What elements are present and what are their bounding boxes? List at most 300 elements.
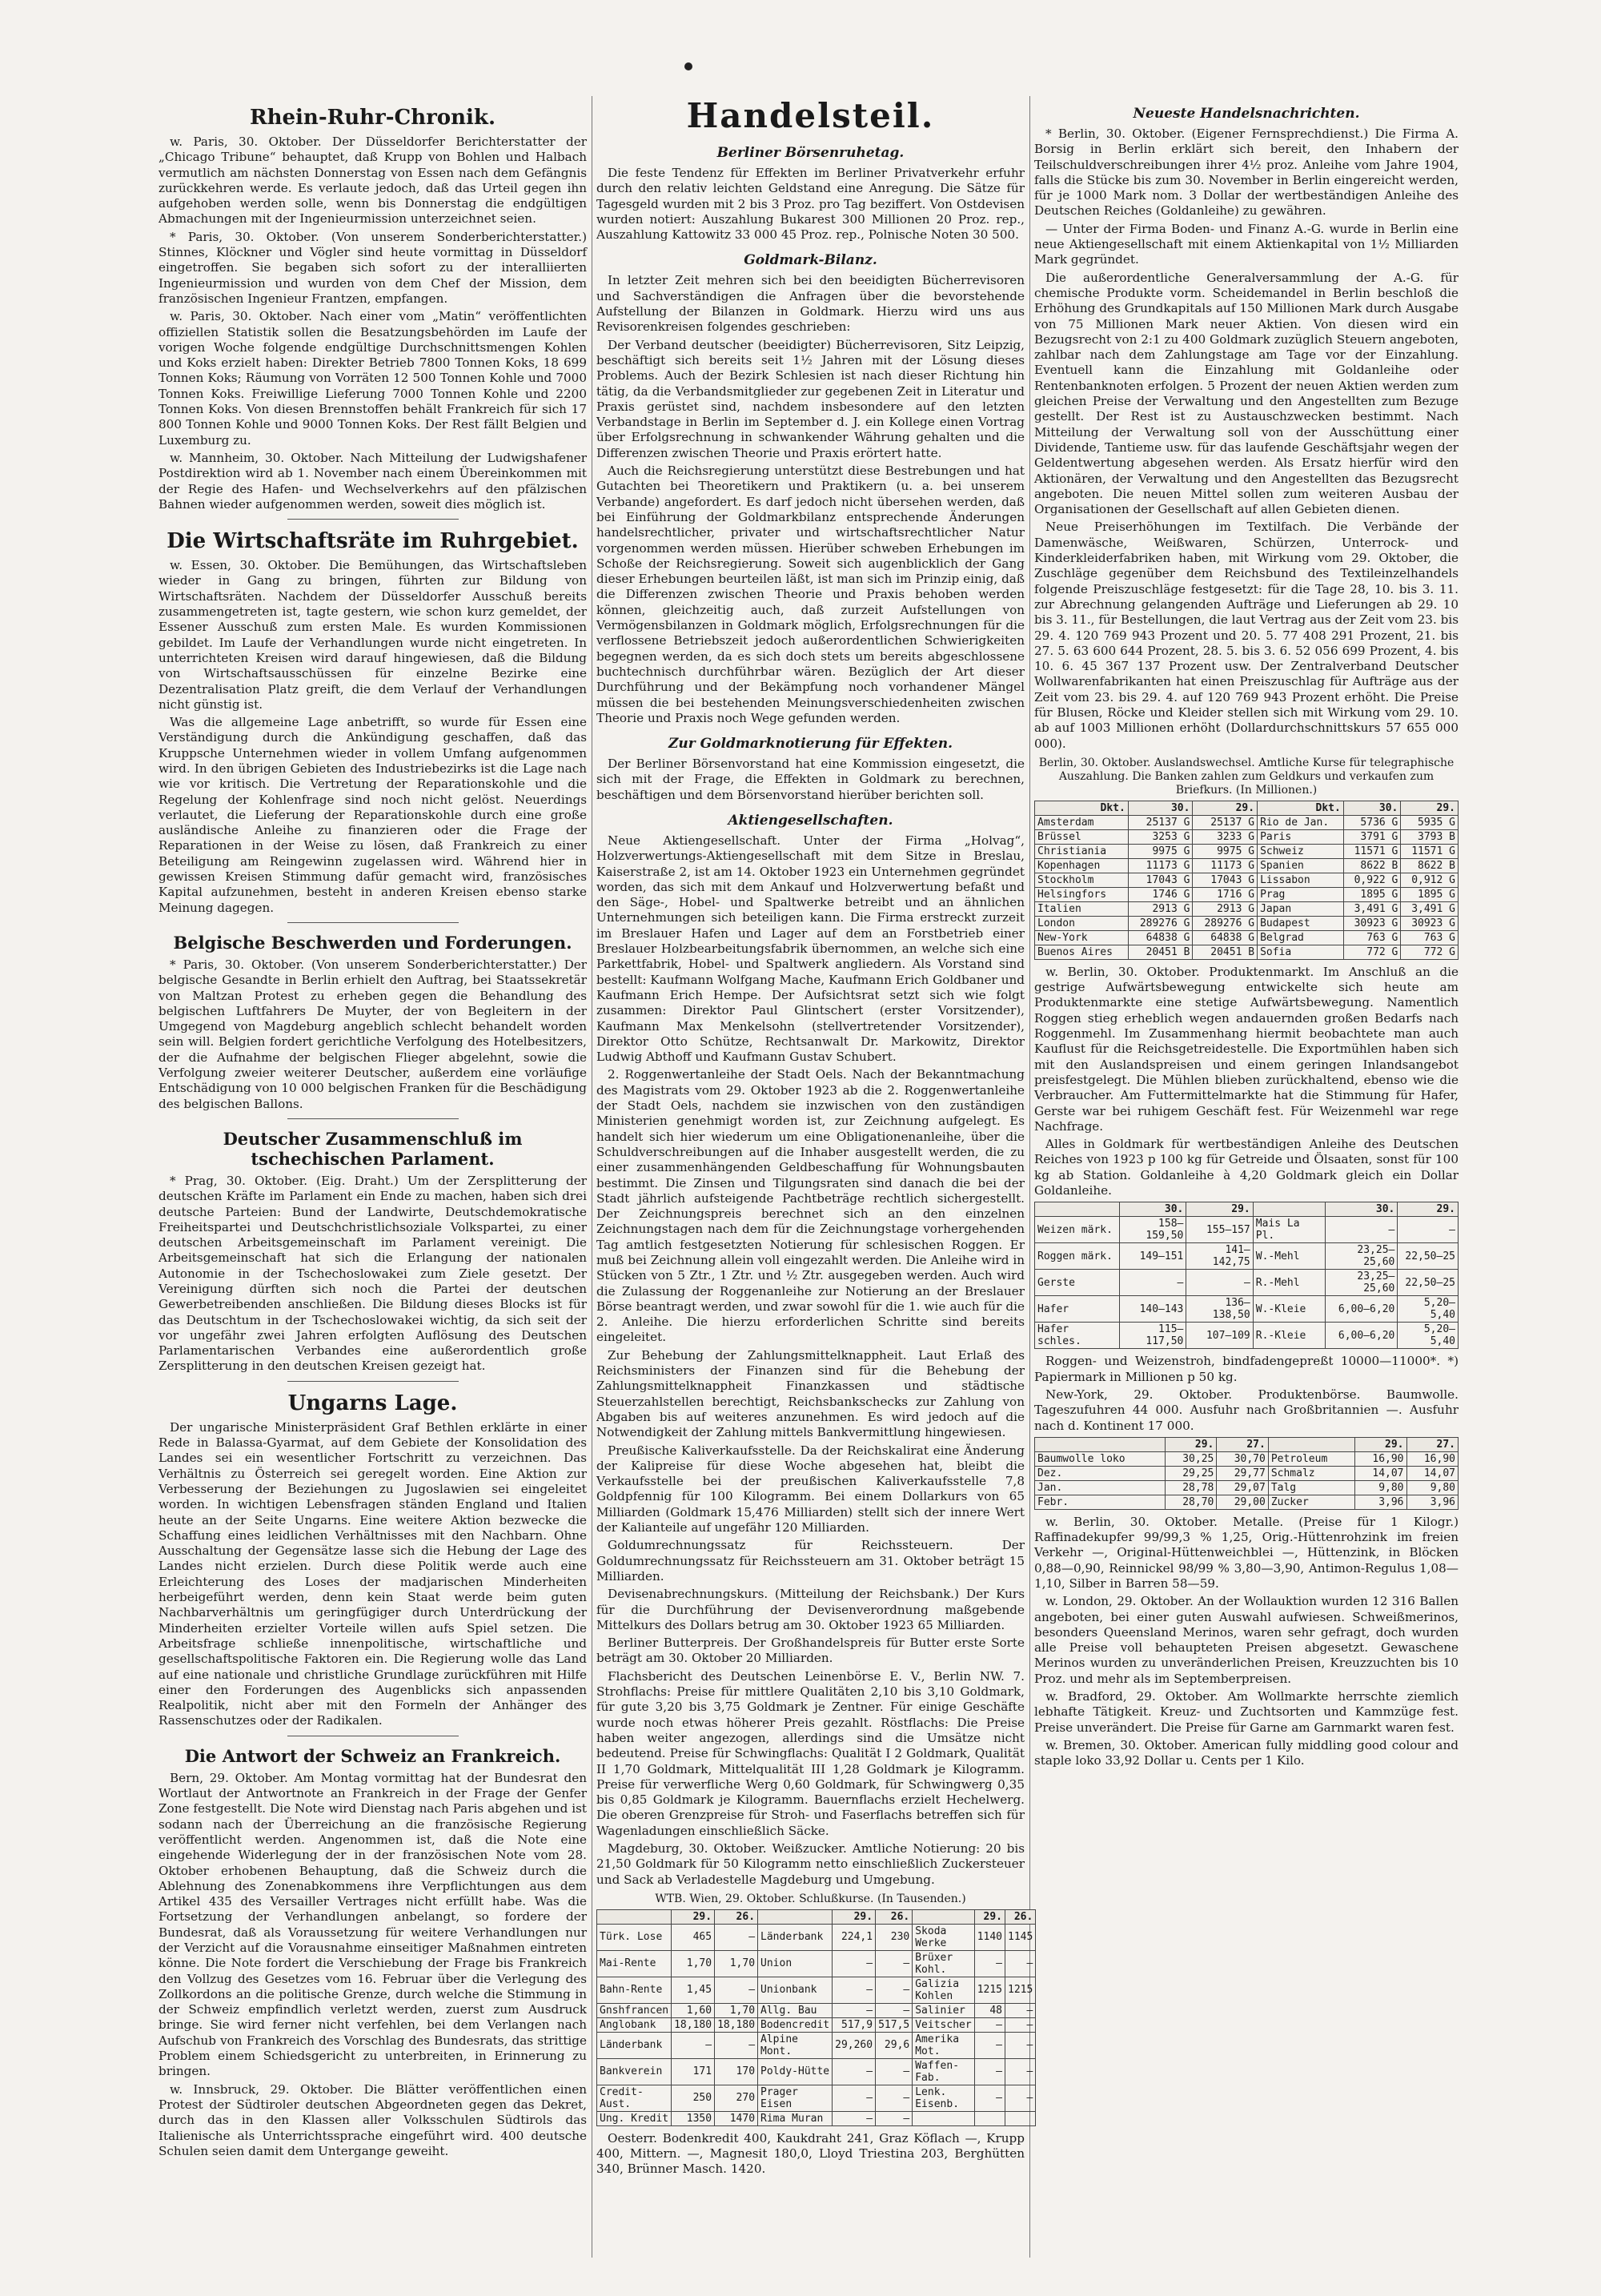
paragraph: w. Bradford, 29. Oktober. Am Wollmarkte herrschte ziemlich lebhafte Tätigkeit. Kreuz- und Zuchtsorten und Kammzüge fest. Preise unverändert. Die Preise für Garne am Garnmarkt waren fest. — [1034, 1689, 1459, 1735]
table-cell: — — [974, 2085, 1005, 2111]
divider — [287, 1118, 459, 1119]
table-header-row — [1035, 1202, 1459, 1217]
table-cell: 5,20—5,40 — [1398, 1296, 1459, 1323]
table-cell: Belgrad — [1258, 930, 1344, 945]
table-row — [1035, 1451, 1459, 1466]
paragraph: Magdeburg, 30. Oktober. Weißzucker. Amtliche Notierung: 20 bis 21,50 Goldmark für 50 Kilogramm netto einschließlich Zuckersteuer und Sack ab Verladestelle Magdeburg und Umgebung. — [596, 1840, 1025, 1887]
table-cell: Dez. — [1035, 1466, 1166, 1480]
table-cell: Schmalz — [1268, 1466, 1354, 1480]
column-header: 29. — [1398, 1202, 1459, 1217]
newyork-table — [1034, 1437, 1459, 1510]
table-cell: 465 — [672, 1924, 715, 1950]
table-row — [597, 2003, 1036, 2017]
table-cell — [974, 2111, 1005, 2125]
table-cell: 1215 — [1005, 1977, 1036, 2003]
column-header: 27. — [1406, 1437, 1458, 1451]
table-cell: 5736 G — [1343, 815, 1401, 829]
paragraph: Was die allgemeine Lage anbetrifft, so wurde für Essen eine Verständigung durch die Ankündigung geschaffen, daß das Kruppsche Unternehmen wieder in vollem Umfang aufgenommen wird. In den übrigen Gebieten des Industriebezirks ist die Lage nach wie vor kritisch. Die Vertretung der Reparationskohle und die Regelung der Kohlenfrage sind noch nicht gelöst. Neuerdings verlautet, die Lieferung der Reparationskohle durch eine große ausländische Anleihe zu finanzieren oder die Frage der Reparationen in der Weise zu lösen, daß Frankreich zu einer Beteiligung am Reingewinn zugelassen wird. Während hier in gewissen Kreisen Stimmung dafür gemacht wird, französisches Kapital aufzunehmen, besteht in anderen Kreisen ebenso starke Meinung dagegen. — [158, 715, 587, 915]
table-cell: — — [833, 2058, 876, 2085]
table-cell: 30923 G — [1401, 916, 1459, 930]
table-header-row — [1035, 1437, 1459, 1451]
table-cell: Prager Eisen — [758, 2085, 833, 2111]
table-cell: 23,25—25,60 — [1326, 1243, 1398, 1270]
paragraph: Devisenabrechnungskurs. (Mitteilung der Reichsbank.) Der Kurs für die Durchführung der Devisenverordnung maßgebende Mittelkurs des Dollars betrug am 30. Oktober 1923 65 Milliarden. — [596, 1587, 1025, 1632]
table-cell: 64838 G — [1128, 930, 1193, 945]
heading-ungarns-lage: Ungarns Lage. — [287, 1391, 458, 1415]
table-row — [597, 1924, 1036, 1950]
paragraph: Der ungarische Ministerpräsident Graf Bethlen erklärte in einer Rede in Balassa-Gyarmat, auf dem Gebiete der Konsolidation des Landes sei ein wesentlicher Fortschritt zu verzeichnen. Das Verhältnis zu Österreich sei geregelt worden. Eine Aktion zur Verbesserung der Beziehungen zu Jugoslawien sei eingeleitet worden. In wichtigen Lebensfragen ständen England und Italien heute an der Seite Ungarns. Eine weitere Aktion bezwecke die Schaffung eines leidlichen Verhältnisses mit den Nachbarn. Ohne Ausschaltung der Gegensätze lasse sich die Hebung der Lage des Landes nicht erzielen. Durch diese Politik werde auch eine Erleichterung des Loses der madjarischen Minderheiten herbeigeführt werden, denn kein Staat werde beim guten Nachbarverhältnis um geringfügiger durch Unterdrückung der Minderheiten erzielter Vorteile willen aufs Spiel setzen. Die Arbeitsfrage schließe innenpolitische, wirtschaftliche und gesellschaftspolitische Faktoren ein. Die Regierung wolle das Land auf eine nationale und christliche Grundlage zurückführen mit Hilfe einer den Forderungen des Augenblicks sich anpassenden Realpolitik, nicht aber mit den Formeln der Anhänger des Rassenschutzes oder der Radikalen. — [158, 1419, 587, 1728]
table-cell: 1,60 — [672, 2003, 715, 2017]
table-cell: — — [833, 1977, 876, 2003]
table-cell: 22,50—25 — [1398, 1243, 1459, 1270]
table-cell: Poldy-Hütte — [758, 2058, 833, 2085]
table-cell: Febr. — [1035, 1495, 1166, 1509]
column-header: 29. — [1165, 1437, 1216, 1451]
table-cell: W.-Mehl — [1253, 1243, 1325, 1270]
column-header: 26. — [876, 1909, 913, 1924]
table-cell: — — [1005, 2058, 1036, 2085]
table-cell: 3233 G — [1193, 829, 1258, 844]
table-cell: Baumwolle loko — [1035, 1451, 1166, 1466]
paragraph: Der Berliner Börsenvorstand hat eine Kommission eingesetzt, die sich mit der Frage, die Effekten in Goldmark zu berechnen, beschäftigen und dem Börsenvorstand hierüber berichten soll. — [596, 757, 1025, 802]
table-cell: 8622 B — [1401, 858, 1459, 873]
table-cell: 18,180 — [672, 2017, 715, 2032]
column-header: Dkt. — [1258, 801, 1344, 815]
table-row — [1035, 1296, 1459, 1323]
table-cell: Talg — [1268, 1480, 1354, 1495]
paragraph: 2. Roggenwertanleihe der Stadt Oels. Nach der Bekanntmachung des Magistrats vom 29. Oktober 1923 ab die 2. Roggenwertanleihe der Stadt Oels, nachdem sie inzwischen von den zuständigen Ministerien genehmigt worden ist, zur Zeichnung aufgelegt. Es handelt sich hier wiederum um eine Obligationenanleihe, über die Schuldverschreibungen auf die Inhaber ausgestellt werden, die zu einer zusammenhängenden Geldbeschaffung für Wohnungsbauten bestimmt. Die Zinsen und Tilgungsraten sind danach die bei der Stadt jährlich aufsteigende Pachtbeträge rechtlich sichergestellt. Der Zeichnungspreis berechnet sich an den einzelnen Zeichnungstagen nach dem für die Zeichnungstage vorhergehenden Tag amtlich festgesetzten Notierung für schlesischen Roggen. Er muß bei Zeichnung allein voll eingezahlt werden. Die Anleihe wird in Stücken von 5 Ztr., 1 Ztr. und ½ Ztr. ausgegeben werden. Auch wird die Zulassung der Roggenanleihe zur Notierung an der Breslauer Börse beantragt werden, und zwar sowohl für die 1. wie auch für die 2. Anleihe. Die hierzu erforderlichen Schritte sind bereits eingeleitet. — [596, 1067, 1025, 1345]
table-header-row — [1035, 801, 1459, 815]
table-cell: 29,6 — [876, 2032, 913, 2058]
table-cell: 772 G — [1401, 945, 1459, 959]
column-header: 29. — [833, 1909, 876, 1924]
paragraph: Die feste Tendenz für Effekten im Berliner Privatverkehr erfuhr durch den relativ leichten Geldstand eine Anregung. Die Sätze für Tagesgeld wurden mit 2 bis 3 Proz. pro Tag beziffert. Von Ostdevisen wurden notiert: Auszahlung Bukarest 300 Millionen 20 Proz. rep., Auszahlung Kattowitz 33 000 45 Proz. rep., Polnische Noten 30 500. — [596, 166, 1025, 243]
punch-hole — [684, 62, 692, 70]
paragraph: — Unter der Firma Boden- und Finanz A.-G. wurde in Berlin eine neue Aktiengesellschaft mit einem Aktienkapital von 1½ Milliarden Mark gegründet. — [1034, 221, 1459, 267]
table-cell: Lissabon — [1258, 873, 1344, 887]
heading-neueste-handelsnachrichten: Neueste Handelsnachrichten. — [1133, 106, 1360, 122]
table-cell: Hafer — [1035, 1296, 1120, 1323]
column-header: 29. — [1193, 801, 1258, 815]
table-cell: Mai-Rente — [597, 1950, 672, 1977]
table-cell: Amsterdam — [1035, 815, 1129, 829]
table-cell: Weizen märk. — [1035, 1217, 1120, 1243]
table-cell: — — [833, 1950, 876, 1977]
table-cell: 29,00 — [1217, 1495, 1268, 1509]
table-cell: 1895 G — [1401, 887, 1459, 901]
paragraph: w. Essen, 30. Oktober. Die Bemühungen, das Wirtschaftsleben wieder in Gang zu bringen, führten zur Bildung von Wirtschaftsräten. Nachdem der Düsseldorfer Ausschuß bereits zusammengetreten ist, tagte gestern, wie schon kurz gemeldet, der Essener Ausschuß zum ersten Male. Es wurden Kommissionen gebildet. Im Laufe der Verhandlungen wurde nicht eingetreten. In unterrichteten Kreisen wird darauf hingewiesen, daß die Bildung von Wirtschaftsausschüssen für einzelne Bezirke eine Dezentralisation Platz greift, die dem Verlauf der Verhandlungen nicht günstig ist. — [158, 558, 587, 712]
wien-caption: WTB. Wien, 29. Oktober. Schlußkurse. (In Tausenden.) — [655, 1892, 966, 1905]
table-cell: — — [1119, 1270, 1186, 1296]
table-cell: 11173 G — [1128, 858, 1193, 873]
table-cell: 25137 G — [1128, 815, 1193, 829]
table-cell: London — [1035, 916, 1129, 930]
table-cell: Länderbank — [758, 1924, 833, 1950]
table-cell: 29,07 — [1217, 1480, 1268, 1495]
column-header — [1035, 1437, 1166, 1451]
table-cell: 28,78 — [1165, 1480, 1216, 1495]
table-cell: Union — [758, 1950, 833, 1977]
table-cell: 1140 — [974, 1924, 1005, 1950]
table-cell: Ung. Kredit — [597, 2111, 672, 2125]
table-cell: Salinier — [913, 2003, 974, 2017]
table-row — [597, 2111, 1036, 2125]
table-cell: Christiania — [1035, 844, 1129, 858]
table-row — [1035, 873, 1459, 887]
column-header: 30. — [1343, 801, 1401, 815]
paragraph: w. Berlin, 30. Oktober. Metalle. (Preise für 1 Kilogr.) Raffinadekupfer 99/99,3 % 1,25, Orig.-Hüttenrohzink im freien Verkehr —, Original-Hüttenweichblei —, Hüttenzink, in Blöcken 0,88—0,90, Reinnickel 98/99 % 3,80—3,90, Antimon-Regulus 1,08—1,10, Silber in Barren 58—59. — [1034, 1514, 1459, 1591]
table-cell: — — [876, 1977, 913, 2003]
table-cell: R.-Mehl — [1253, 1270, 1325, 1296]
table-cell: Spanien — [1258, 858, 1344, 873]
table-cell: 25137 G — [1193, 815, 1258, 829]
heading-wirtschaftsraete: Die Wirtschaftsräte im Ruhrgebiet. — [167, 529, 579, 554]
table-cell: 9,80 — [1355, 1480, 1406, 1495]
fx-rates-table — [1034, 801, 1459, 960]
heading-boersenruhetag: Berliner Börsenruhetag. — [716, 145, 905, 161]
table-cell: 0,912 G — [1401, 873, 1459, 887]
paragraph: Alles in Goldmark für wertbeständigen Anleihe des Deutschen Reiches von 1923 p 100 kg für Getreide und Ölsaaten, sonst für 100 kg ab Station. Goldanleihe à 4,20 Goldmark gleich ein Dollar Goldanleihe. — [1034, 1137, 1459, 1198]
paragraph: Neue Aktiengesellschaft. Unter der Firma „Holvag“, Holzverwertungs-Aktiengesellschaft mit dem Sitze in Breslau, Kaiserstraße 2, ist am 14. Oktober 1923 ein Unternehmen gegründet worden, das sich mit dem Ankauf und Holzverwertung befaßt und den Säge-, Hobel- und Spaltwerke betreibt und an ähnlichen Unternehmungen sich beteiligen kann. Die Firma erstreckt zurzeit im Breslauer Hafen und Lager auf dem an Forstbetrieb einer Breslauer Holzbearbeitungsfabrik übernommen, an welche sich eine Parkettfabrik, Hobel- und Spaltwerk angliedern. Als Vorstand sind bestellt: Kaufmann Wolfgang Mache, Kaufmann Erich Goldbaner und Kaufmann Erich Hempe. Der Aufsichtsrat setzt sich wie folgt zusammen: Direktor Paul Glintschert (erster Vorsitzender), Kaufmann Max Menkelsohn (stellvertretender Vorsitzender), Direktor Otto Schütze, Rechtsanwalt Dr. Markowitz, Direktor Ludwig Abthoff und Kaufmann Gustav Schubert. — [596, 833, 1025, 1065]
paragraph: Die außerordentliche Generalversammlung der A.-G. für chemische Produkte vorm. Scheidemandel in Berlin beschloß die Erhöhung des Grundkapitals auf 150 Millionen Mark durch Ausgabe von 75 Millionen Mark neuer Aktien. Von diesen wird ein Bezugsrecht von 2:1 zu 400 Goldmark zuzüglich Steuern angeboten, zahlbar nach dem Zahlungstage am Tage vor der Einzahlung. Eventuell kann die Einzahlung mit Goldanleihe oder Rentenbanknoten erfolgen. 5 Prozent der neuen Aktien werden zum gleichen Preise der Verwaltung und den Angestellten zum Bezuge gestellt. Der Rest ist zu Austauschzwecken bestimmt. Nach Mitteilung der Verwaltung soll von der Ausschüttung einer Dividende, Tantieme usw. für das laufende Geschäftsjahr wegen der Geldentwertung abgesehen werden. Als Ersatz hierfür wird den Aktionären, der Verwaltung und den Angestellten das Bezugsrecht angeboten. Die neuen Mittel sollen zum weiteren Ausbau der Organisationen der Gesellschaft auf allen Gebieten dienen. — [1034, 270, 1459, 517]
table-cell: — — [876, 2111, 913, 2125]
paragraph: Berliner Butterpreis. Der Großhandelspreis für Butter erste Sorte beträgt am 30. Oktober 20 Milliarden. — [596, 1636, 1025, 1666]
table-cell: Brüssel — [1035, 829, 1129, 844]
table-cell: Waffen-Fab. — [913, 2058, 974, 2085]
table-cell: 149—151 — [1119, 1243, 1186, 1270]
table-cell: 171 — [672, 2058, 715, 2085]
table-cell: 170 — [715, 2058, 758, 2085]
table-cell: 1716 G — [1193, 887, 1258, 901]
table-cell: 517,5 — [876, 2017, 913, 2032]
paragraph: New-York, 29. Oktober. Produktenbörse. Baumwolle. Tageszufuhren 44 000. Ausfuhr nach Großbritannien —. Ausfuhr nach d. Kontinent 17 000. — [1034, 1387, 1459, 1433]
table-cell: — — [974, 2058, 1005, 2085]
heading-zusammenschluss: Deutscher Zusammenschluß im tschechischen Parlament. — [223, 1128, 523, 1169]
table-cell: Credit-Aust. — [597, 2085, 672, 2111]
table-cell: 20451 B — [1128, 945, 1193, 959]
table-cell: Lenk. Eisenb. — [913, 2085, 974, 2111]
column-header: 29. — [1401, 801, 1459, 815]
paragraph: w. Berlin, 30. Oktober. Produktenmarkt. Im Anschluß an die gestrige Aufwärtsbewegung entwickelte sich heute am Produktenmarkte eine stetige Aufwärtsbewegung. Namentlich Roggen stieg erheblich wegen andauernden großen Bedarfs nach Roggenmehl. Im Zusammenhang hiermit beobachtete man auch Kauflust für die Reichsgetreidestelle. Die Exportmühlen haben sich mit den Auslandspreisen und einem geringen Inlandsangebot preisfestgelegt. Die Mühlen blieben zurückhaltend, ebenso wie die Verbraucher. Am Futtermittelmarkte hat die Stimmung für Hafer, Gerste war bei ruhigem Geschäft fest. Für Weizenmehl war rege Nachfrage. — [1034, 964, 1459, 1134]
table-cell: 289276 G — [1193, 916, 1258, 930]
table-cell: 1746 G — [1128, 887, 1193, 901]
table-cell: R.-Kleie — [1253, 1323, 1325, 1349]
table-cell: 1,70 — [715, 2003, 758, 2017]
grain-prices-table — [1034, 1202, 1459, 1349]
table-cell: Japan — [1258, 901, 1344, 916]
paragraph: * Paris, 30. Oktober. (Von unserem Sonderberichterstatter.) Stinnes, Klöckner und Vögler sind heute vormittag in Düsseldorf eingetroffen. Sie begaben sich sofort zu der interalliierten Ingenieurmission und wurden von dem Chef der Mission, dem französischen Ingenieur Frantzen, empfangen. — [158, 229, 587, 306]
table-cell: — — [1398, 1217, 1459, 1243]
table-cell: — — [715, 1924, 758, 1950]
table-row — [597, 2032, 1036, 2058]
table-cell: — — [672, 2032, 715, 2058]
table-cell: 8622 B — [1343, 858, 1401, 873]
fx-caption: Berlin, 30. Oktober. Auslandswechsel. Amtliche Kurse für telegraphische Auszahlung. Die Banken zahlen zum Geldkurs und verkaufen zum Briefkurs. (In Millionen.) — [1038, 756, 1455, 797]
column-header: 30. — [1326, 1202, 1398, 1217]
column-header: 29. — [1355, 1437, 1406, 1451]
table-cell: 64838 G — [1193, 930, 1258, 945]
table-cell: 772 G — [1343, 945, 1401, 959]
column-header — [1035, 1202, 1120, 1217]
table-cell: Jan. — [1035, 1480, 1166, 1495]
table-cell: Prag — [1258, 887, 1344, 901]
paragraph: Oesterr. Bodenkredit 400, Kaukdraht 241, Graz Köflach —, Krupp 400, Mittern. —, Magnesit 180,0, Lloyd Triestina 203, Berghütten 340, Brünner Masch. 1420. — [596, 2130, 1025, 2177]
table-cell: — — [1326, 1217, 1398, 1243]
table-cell: Stockholm — [1035, 873, 1129, 887]
paragraph: w. Paris, 30. Oktober. Nach einer vom „Matin“ veröffentlichten offiziellen Statistik sollen die Besatzungsbehörden im Laufe der vorigen Woche folgende endgültige Durchschnittsmengen Kohlen und Koks erzielt haben: Direkter Betrieb 7800 Tonnen Koks, 18 699 Tonnen Koks; Räumung von Vorräten 12 500 Tonnen Kohle und 7000 Tonnen Koks. Freiwillige Lieferung 7000 Tonnen Kohle und 2200 Tonnen Koks. Von diesen Brennstoffen behält Frankreich für sich 17 800 Tonnen Kohle und 9000 Tonnen Koks. Der Rest fällt Belgien und Luxemburg zu. — [158, 309, 587, 448]
paragraph: w. Innsbruck, 29. Oktober. Die Blätter veröffentlichen einen Protest der Südtiroler deutschen Abgeordneten gegen das Dekret, durch das in den Klassen aller Volksschulen Südtirols das Italienische als Unterrichtssprache eingeführt wird. 400 deutsche Schulen seien damit dem Untergange geweiht. — [158, 2081, 587, 2158]
table-cell: Paris — [1258, 829, 1344, 844]
table-cell: Länderbank — [597, 2032, 672, 2058]
table-cell: 30923 G — [1343, 916, 1401, 930]
table-cell: Rio de Jan. — [1258, 815, 1344, 829]
table-cell: 6,00—6,20 — [1326, 1296, 1398, 1323]
paragraph: Flachsbericht des Deutschen Leinenbörse E. V., Berlin NW. 7. Strohflachs: Preise für mittlere Qualitäten 2,10 bis 3,10 Goldmark, für gute 3,20 bis 3,75 Goldmark je Zentner. Für einige Geschäfte wurde noch etwas höherer Preis gezahlt. Röstflachs: Die Preise haben weiter angezogen, allerdings sind die Umsätze nicht bedeutend. Preise für Schwingflachs: Qualität I 2 Goldmark, Qualität II 1,70 Goldmark, Mittelqualität III 1,28 Goldmark je Kilogramm. Preise für verwerfliche Werg 0,60 Goldmark, für Schwingwerg 0,35 bis 0,85 Goldmark je Kilogramm. Bauernflachs erzielt Hechelwerg. Die oberen Grenzpreise für Stroh- und Faserflachs betreffen sich für Wagenladungen einschließlich Säcke. — [596, 1668, 1025, 1838]
table-cell: — — [974, 1950, 1005, 1977]
table-cell: Allg. Bau — [758, 2003, 833, 2017]
table-row — [1035, 945, 1459, 959]
table-cell: — — [833, 2085, 876, 2111]
column-header: 26. — [1005, 1909, 1036, 1924]
paragraph: w. London, 29. Oktober. An der Wollauktion wurden 12 316 Ballen angeboten, bei einer guten Auswahl aufwiesen. Schweißmerinos, besonders Queensland Merinos, waren sehr gefragt, doch wurden alle Preise voll behaupteten Preisen abgesetzt. Gewaschene Merinos wurden zu unveränderlichen Preisen, Kreuzzuchten bis 10 Proz. und mehr als im Septemberpreisen. — [1034, 1594, 1459, 1686]
table-row — [1035, 1466, 1459, 1480]
table-cell: 289276 G — [1128, 916, 1193, 930]
table-cell: Unionbank — [758, 1977, 833, 2003]
table-cell: — — [833, 2003, 876, 2017]
table-cell: Rima Muran — [758, 2111, 833, 2125]
column-header: 26. — [715, 1909, 758, 1924]
table-cell: Galizia Kohlen — [913, 1977, 974, 2003]
table-cell: 1145 — [1005, 1924, 1036, 1950]
table-cell: — — [876, 2058, 913, 2085]
table-row — [1035, 1270, 1459, 1296]
paragraph: Roggen- und Weizenstroh, bindfadengepreßt 10000—11000*. *) Papiermark in Millionen p 50 kg. — [1034, 1354, 1459, 1384]
table-row — [1035, 930, 1459, 945]
table-row — [1035, 844, 1459, 858]
table-cell: Bodencredit — [758, 2017, 833, 2032]
column-header: 29. — [1186, 1202, 1253, 1217]
wien-quotes-table — [596, 1909, 1036, 2126]
table-cell: 0,922 G — [1343, 873, 1401, 887]
heading-goldmarknotierung: Zur Goldmarknotierung für Effekten. — [668, 736, 953, 753]
divider — [287, 922, 459, 923]
table-cell: Brüxer Kohl. — [913, 1950, 974, 1977]
table-cell: Sofia — [1258, 945, 1344, 959]
paragraph: Zur Behebung der Zahlungsmittelknappheit. Laut Erlaß des Reichsministers der Finanzen sind für die Behebung der Zahlungsmittelknappheit Finanzkassen und städtische Steuerzahlstellen berechtigt, Reichsbankschecks zur Zahlung von Abgaben bis auf weiteres anzunehmen. Es wird jedoch auf die Notwendigkeit der Zahlung mittels Bankvermittlung hingewiesen. — [596, 1347, 1025, 1440]
table-cell: 28,70 — [1165, 1495, 1216, 1509]
table-row — [597, 1977, 1036, 2003]
table-cell: Anglobank — [597, 2017, 672, 2032]
paragraph: w. Bremen, 30. Oktober. American fully middling good colour and staple loko 33,92 Dollar u. Cents per 1 Kilo. — [1034, 1737, 1459, 1768]
table-cell: 16,90 — [1355, 1451, 1406, 1466]
table-cell: 20451 B — [1193, 945, 1258, 959]
table-cell: 6,00—6,20 — [1326, 1323, 1398, 1349]
table-cell: 30,25 — [1165, 1451, 1216, 1466]
table-cell: 1,70 — [672, 1950, 715, 1977]
table-cell: 22,50—25 — [1398, 1270, 1459, 1296]
table-cell: Zucker — [1268, 1495, 1354, 1509]
table-cell: Bankverein — [597, 2058, 672, 2085]
table-row — [1035, 829, 1459, 844]
table-cell: — — [1005, 2017, 1036, 2032]
table-cell: Italien — [1035, 901, 1129, 916]
heading-schweiz: Die Antwort der Schweiz an Frankreich. — [184, 1745, 561, 1766]
table-cell: 3,491 G — [1343, 901, 1401, 916]
table-cell: — — [876, 2003, 913, 2017]
column-header: 29. — [974, 1909, 1005, 1924]
table-cell: New-York — [1035, 930, 1129, 945]
table-cell: — — [974, 2017, 1005, 2032]
table-cell: 17043 G — [1193, 873, 1258, 887]
table-cell: 48 — [974, 2003, 1005, 2017]
table-cell: — — [715, 2032, 758, 2058]
paragraph: Preußische Kaliverkaufsstelle. Da der Reichskalirat eine Änderung der Kalipreise für diese Woche abgesehen hat, bleibt die Verkaufsstelle bei der preußischen Kaliverkaufsstelle 7,8 Goldpfennig für 100 Kilogramm. Bei einem Dollarkurs von 65 Milliarden (Goldmark 15,476 Milliarden) stellt sich der innere Wert der Kalianteile auf ungefähr 120 Milliarden. — [596, 1443, 1025, 1535]
column-header — [913, 1909, 974, 1924]
table-cell: 270 — [715, 2085, 758, 2111]
heading-goldmark-bilanz: Goldmark-Bilanz. — [744, 252, 877, 269]
table-cell: 9,80 — [1406, 1480, 1458, 1495]
table-cell: Schweiz — [1258, 844, 1344, 858]
table-cell: 141—142,75 — [1186, 1243, 1253, 1270]
paragraph: * Berlin, 30. Oktober. (Eigener Fernsprechdienst.) Die Firma A. Borsig in Berlin erklärt sich bereit, den Inhabern der Teilschuldverschreibungen ihrer 4½ proz. Anleihe vom Jahre 1904, falls die Stücke bis zum 30. November in Berlin eingereicht werden, für je 1000 Mark nom. 3 Dollar der wertbeständigen Anleihe des Deutschen Reiches (Goldanleihe) zu gewähren. — [1034, 126, 1459, 219]
section-title: Handelsteil. — [686, 96, 935, 135]
table-cell: 158—159,50 — [1119, 1217, 1186, 1243]
column-news — [1034, 96, 1459, 2258]
column-header: 30. — [1128, 801, 1193, 815]
table-cell: 1470 — [715, 2111, 758, 2125]
table-cell: Skoda Werke — [913, 1924, 974, 1950]
table-cell: — — [1186, 1270, 1253, 1296]
divider — [287, 519, 459, 520]
table-cell: Gnshfrancen — [597, 2003, 672, 2017]
table-cell: 11173 G — [1193, 858, 1258, 873]
column-header: 29. — [672, 1909, 715, 1924]
table-cell: Türk. Lose — [597, 1924, 672, 1950]
table-cell: 1350 — [672, 2111, 715, 2125]
paragraph: Auch die Reichsregierung unterstützt diese Bestrebungen und hat Gutachten bei Theoretikern und Praktikern (u. a. bei unserem Verbande) angefordert. Es darf jedoch nicht übersehen werden, daß bei Einführung der Goldmarkbilanz entsprechende Änderungen handelsrechtlicher, privater und wirtschaftsrechtlicher Natur vorgenommen werden müssen. Hierüber schweben Erhebungen im Schoße der Reichsregierung. Soweit sich augenblicklich der Gang dieser Erhebungen beurteilen läßt, ist man sich im Prinzip einig, daß die Differenzen zwischen Theorie und Praxis behoben werden können, gleichzeitig auch, daß zurzeit Aufstellungen von Vermögensbilanzen in Goldmark möglich, Erfolgsrechnungen für die verflossene Betriebszeit jedoch außerordentlichen Schwierigkeiten begegnen werden, da es sich doch stets um bereits abgeschlossene buchtechnisch durchführbar wären. Bezüglich der Art dieser Durchführung und der Bekämpfung noch vorhandener Mängel müssen die bei bestehenden Meinungsverschiedenheiten zwischen Theorie und Praxis noch Wege gefunden werden. — [596, 464, 1025, 725]
table-cell: 1,70 — [715, 1950, 758, 1977]
table-header-row — [597, 1909, 1036, 1924]
table-cell: 1,45 — [672, 1977, 715, 2003]
heading-belgische: Belgische Beschwerden und Forderungen. — [173, 932, 572, 953]
table-cell: 2913 G — [1193, 901, 1258, 916]
table-cell: 230 — [876, 1924, 913, 1950]
table-cell: Roggen märk. — [1035, 1243, 1120, 1270]
table-row — [597, 2085, 1036, 2111]
divider — [287, 1381, 459, 1382]
table-row — [597, 2017, 1036, 2032]
paragraph: * Prag, 30. Oktober. (Eig. Draht.) Um der Zersplitterung der deutschen Kräfte im Parlament ein Ende zu machen, haben sich drei deutsche Parteien: Bund der Landwirte, Deutschdemokratische Freiheitspartei und Deutschchristlichsoziale Volkspartei, zu einer deutschen Arbeitsgemeinschaft im Parlament vereinigt. Die Arbeitsgemeinschaft hat sich die Erlangung der nationalen Autonomie in der Tschechoslowakei zum Ziele gesetzt. Der Vereinigung dürften sich noch die Partei der deutschen Gewerbetreibenden anschließen. Die Bildung dieses Blocks ist für das Deutschtum in der Tschechoslowakei wichtig, da sich seit der vor ungefähr zwei Jahren erfolgten Auflösung des Deutschen Parlamentarischen Verbandes eine außerordentlich große Zersplitterung in den deutschen Kreisen gezeigt hat. — [158, 1173, 587, 1374]
table-cell: 30,70 — [1217, 1451, 1268, 1466]
table-cell: 14,07 — [1406, 1466, 1458, 1480]
column-header — [1268, 1437, 1354, 1451]
table-row — [1035, 887, 1459, 901]
table-row — [597, 1950, 1036, 1977]
column-header — [597, 1909, 672, 1924]
table-cell: 23,25—25,60 — [1326, 1270, 1398, 1296]
heading-rhein-ruhr: Rhein-Ruhr-Chronik. — [249, 106, 496, 130]
table-row — [1035, 1323, 1459, 1349]
table-cell: Mais La Pl. — [1253, 1217, 1325, 1243]
table-cell: Amerika Mot. — [913, 2032, 974, 2058]
paragraph: Neue Preiserhöhungen im Textilfach. Die Verbände der Damenwäsche, Weißwaren, Schürzen, Unterrock- und Kinderkleiderfabriken haben, mit Wirkung vom 29. Oktober, die Zuschläge gegenüber dem Reichsbund des Textileinzelhandels folgende Preiszuschläge festgesetzt: für die Tage 28, 10. bis 3. 11. zur Abrechnung gelangenden Aufträge und Lieferungen ab 29. 10 bis 3. 11., für Bestellungen, die laut Vertrag aus der Zeit vom 23. bis 29. 4. 120 769 943 Prozent und 20. 5. 77 408 291 Prozent, 21. bis 27. 5. 63 600 644 Prozent, 28. 5. bis 3. 6. 52 056 699 Prozent, 4. bis 10. 6. 45 367 137 Prozent usw. Der Zentralverband Deutscher Wollwarenfabrikanten hat einen Preiszuschlag für Aufträge aus der Zeit vom 23. bis 29. 4. auf 120 769 943 Prozent erhöht. Die Preise für Blusen, Röcke und Kleider stellen sich mit Wirkung vom 29. 10. ab auf 1003 Millionen erhöht (Dollardurchschnittskurs 57 655 000 000). — [1034, 520, 1459, 751]
paragraph: Der Verband deutscher (beeidigter) Bücherrevisoren, Sitz Leipzig, beschäftigt sich bereits seit 1½ Jahren mit der Lösung dieses Problems. Auch der Bezirk Schlesien ist nach dieser Richtung hin tätig, da die Verbandsmitglieder zur gegebenen Zeit in Literatur und Praxis gerüstet sind, nachdem insbesondere auf den letzten Verbandstage in Berlin im September d. J. ein Kollege einen Vortrag über Erfolgsrechnung in schwankender Währung gehalten und die Differenzen zwischen Theorie und Praxis erörtert hatte. — [596, 337, 1025, 460]
table-cell: 11571 G — [1343, 844, 1401, 858]
column-header: Dkt. — [1035, 801, 1129, 815]
table-cell: 1215 — [974, 1977, 1005, 2003]
table-cell: 11571 G — [1401, 844, 1459, 858]
table-cell: Budapest — [1258, 916, 1344, 930]
paragraph: Bern, 29. Oktober. Am Montag vormittag hat der Bundesrat den Wortlaut der Antwortnote an Frankreich in der Frage der Genfer Zone festgestellt. Die Note wird Dienstag nach Paris abgehen und ist sodann nach der Überreichung an die französische Regierung veröffentlicht werden. Angenommen ist, daß die Note eine eingehende Widerlegung der in der französischen Note vom 28. Oktober erhobenen Behauptung, daß die Schweiz durch die Ablehnung des Zonenabkommens ihre Verpflichtungen aus dem Artikel 435 des Versailler Vertrages nicht erfüllt habe. Was die Fortsetzung der Verhandlungen anbelangt, so fordere der Bundesrat, daß als Voraussetzung für weitere Verhandlungen nur der Verzicht auf die Vorausnahme einseitiger Maßnahmen eintreten könne. Die Note fordert die Verschiebung der Frage bis Frankreich den Vollzug des Gesetzes vom 16. Februar über die Verlegung des Zollkordons an die politische Grenze, durch welche die Stimmung in der Schweiz empfindlich verletzt werden, zuerst zum Ausdruck bringe. Sie wird ferner nicht verfehlen, bei dem Verlangen nach Aufschub von Frankreich des Vorschlag des Bundesrats, das strittige Problem einem Schiedsgericht zu unterbreiten, in Erinnerung zu bringen. — [158, 1770, 587, 2079]
table-cell: 5,20—5,40 — [1398, 1323, 1459, 1349]
table-cell: — — [876, 2085, 913, 2111]
table-row — [1035, 1480, 1459, 1495]
table-cell: 3253 G — [1128, 829, 1193, 844]
table-row — [1035, 1495, 1459, 1509]
column-politics — [158, 96, 587, 2258]
table-cell: 107—109 — [1186, 1323, 1253, 1349]
table-cell: Gerste — [1035, 1270, 1120, 1296]
table-cell: 136—138,50 — [1186, 1296, 1253, 1323]
table-cell: — — [1005, 2085, 1036, 2111]
table-cell: 517,9 — [833, 2017, 876, 2032]
table-cell — [913, 2111, 974, 2125]
table-cell: 250 — [672, 2085, 715, 2111]
paragraph: In letzter Zeit mehren sich bei den beeidigten Bücherrevisoren und Sachverständigen die Anfragen über die bevorstehende Aufstellung der Bilanzen in Goldmark. Hierzu wird uns aus Revisorenkreisen folgendes geschrieben: — [596, 273, 1025, 335]
table-row — [597, 2058, 1036, 2085]
table-cell: 155—157 — [1186, 1217, 1253, 1243]
column-header: 27. — [1217, 1437, 1268, 1451]
table-row — [1035, 1243, 1459, 1270]
table-cell: 3,96 — [1406, 1495, 1458, 1509]
table-cell: Buenos Aires — [1035, 945, 1129, 959]
table-cell: Alpine Mont. — [758, 2032, 833, 2058]
table-cell: 763 G — [1401, 930, 1459, 945]
table-row — [1035, 858, 1459, 873]
table-cell: Hafer schles. — [1035, 1323, 1120, 1349]
table-cell: 763 G — [1343, 930, 1401, 945]
table-cell: — — [1005, 1950, 1036, 1977]
table-cell: Helsingfors — [1035, 887, 1129, 901]
table-cell — [1005, 2111, 1036, 2125]
table-cell: 29,25 — [1165, 1466, 1216, 1480]
table-cell: 3793 B — [1401, 829, 1459, 844]
heading-aktiengesellschaften: Aktiengesellschaften. — [728, 812, 893, 829]
paragraph: w. Mannheim, 30. Oktober. Nach Mitteilung der Ludwigshafener Postdirektion wird ab 1. November nach einem Übereinkommen mit der Regie des Hafen- und Wechselverkehrs auf den pfälzischen Bahnen wieder aufgenommen werden, soweit dies möglich ist. — [158, 450, 587, 512]
table-cell: 3,96 — [1355, 1495, 1406, 1509]
table-cell: — — [1005, 2003, 1036, 2017]
column-handelsteil — [596, 96, 1033, 2258]
paragraph: w. Paris, 30. Oktober. Der Düsseldorfer Berichterstatter der „Chicago Tribune“ behauptet, daß Krupp von Bohlen und Halbach vermutlich am nächsten Donnerstag von Essen nach dem Gefängnis zurückkehren werde. Es verlaute jedoch, daß das Urteil gegen ihn aufgehoben werden solle, wenn bis Donnerstag die endgültigen Abmachungen mit der Ingenieurmission unterzeichnet seien. — [158, 134, 587, 227]
table-cell: 29,260 — [833, 2032, 876, 2058]
paragraph: * Paris, 30. Oktober. (Von unserem Sonderberichterstatter.) Der belgische Gesandte in Berlin erhielt den Auftrag, bei Staatssekretär von Maltzan Protest zu erheben gegen die Behandlung des belgischen Luftfahrers De Muyter, der von Begleitern in der Umgegend von Magdeburg angeblich schlecht behandelt worden sein will. Belgien fordert gerichtliche Verfolgung des Hotelbesitzers, der die Aufnahme der belgischen Flieger abgelehnt, sowie die Verfolgung zweier weiterer Deutscher, außerdem eine vorläufige Entschädigung von 10 000 belgischen Franken für die Beschädigung des belgischen Ballons. — [158, 957, 587, 1111]
table-cell: Petroleum — [1268, 1451, 1354, 1466]
table-cell: 29,77 — [1217, 1466, 1268, 1480]
table-cell: 16,90 — [1406, 1451, 1458, 1466]
table-cell: — — [1005, 2032, 1036, 2058]
table-cell: 224,1 — [833, 1924, 876, 1950]
column-header — [1253, 1202, 1325, 1217]
table-cell: 2913 G — [1128, 901, 1193, 916]
table-cell: Bahn-Rente — [597, 1977, 672, 2003]
table-cell: Veitscher — [913, 2017, 974, 2032]
table-cell: 5935 G — [1401, 815, 1459, 829]
table-row — [1035, 901, 1459, 916]
table-cell: 140—143 — [1119, 1296, 1186, 1323]
table-cell: — — [974, 2032, 1005, 2058]
table-cell: 1895 G — [1343, 887, 1401, 901]
table-cell: Kopenhagen — [1035, 858, 1129, 873]
